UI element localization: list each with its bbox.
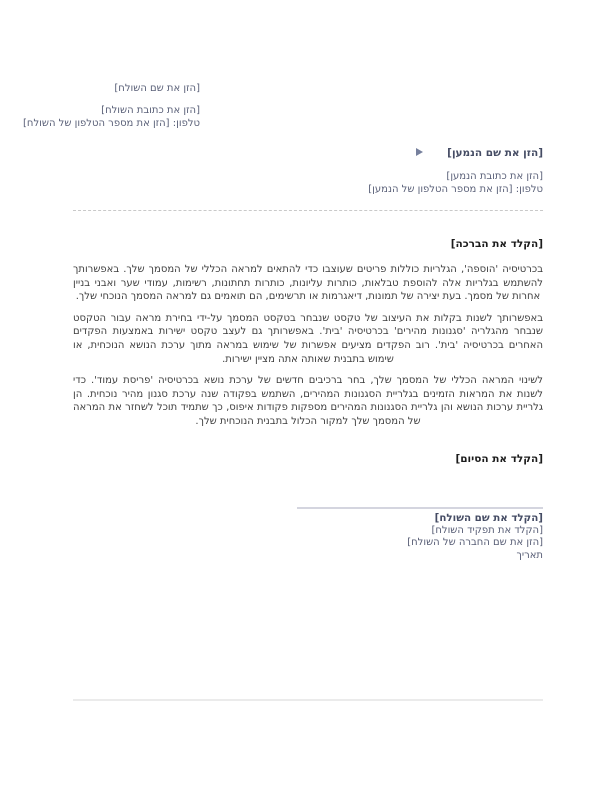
recipient-phone-placeholder[interactable]: טלפון: [הזן את מספר הטלפון של הנמען] [368,184,543,195]
header-separator-rule [73,210,543,211]
recipient-block [368,147,543,196]
closing-placeholder[interactable]: [הקלד את הסיום] [455,453,543,465]
body-paragraph: לשינוי המראה הכללי של המסמך שלך, בחר ברכיבים חדשים של ערכת נושא בכרטיסיה 'פריסת עמוד'. כדי לשנות את המראות הזמינים בגלריית הסגנונות המהירים, השתמש בפקודה שנה ערכת סגנון מהיר נוכחית. הן גלריית ערכות הנושא והן גלריית הסגנונות המהירים מספקות פקודות איפוס, כך שתמיד תוכל לשחזר את המראה של המסמך שלך למקור הכלול בתבנית הנוכחית שלך. [73,375,543,427]
greeting-placeholder[interactable]: [הקלד את הברכה] [450,238,543,250]
signature-company-placeholder[interactable]: [הזן את שם החברה של השולח] [407,537,543,549]
footer-rule [73,699,543,701]
recipient-name-row[interactable] [368,147,543,160]
signature-name-placeholder[interactable]: [הקלד את שם השולח] [434,512,543,524]
recipient-name-placeholder[interactable]: [הזן את שם הנמען] [447,147,543,159]
signature-block [297,507,543,562]
recipient-address-placeholder[interactable]: [הזן את כתובת הנמען] [446,171,543,182]
body-paragraph: באפשרותך לשנות בקלות את העיצוב של טקסט שנבחר בטקסט המסמך על-ידי בחירת מראה עבור הטקסט שנבחר מהגלריה 'סגנונות מהירים' בכרטיסיה 'בית'. באפשרותך גם לעצב טקסט ישירות באמצעות הפקדים האחרים בכרטיסיה 'בית'. רוב הפקדים מציעים אפשרות של שימוש במראה מתוך ערכת הנושא הנוכחית, או שימוש בתבנית שאותה אתה מציין ישירות. [73,312,543,365]
content-control-triangle-right-icon[interactable] [416,148,423,156]
signature-title-placeholder[interactable]: [הקלד את תפקיד השולח] [431,524,543,536]
sender-block [23,82,200,130]
sender-address-placeholder[interactable]: [הזן את כתובת השולח] [101,105,200,116]
signature-date-placeholder[interactable]: תאריך [516,549,543,561]
sender-name-placeholder[interactable]: [הזן את שם השולח] [114,83,200,94]
sender-phone-placeholder[interactable]: טלפון: [הזן את מספר הטלפון של השולח] [23,118,200,129]
letter-body [73,263,543,437]
body-paragraph: בכרטיסיה 'הוספה', הגלריות כוללות פריטים שעוצבו כדי להתאים למראה הכללי של המסמך שלך. באפשרותך להשתמש בגלריות אלה להוספת טבלאות, כותרות עליונות, כותרות תחתונות, רשימות, עמודי שער ואבני בניין אחרות של מסמך. בעת יצירה של תמונות, דיאגרמות או תרשימים, הם תואמים גם למראה המסמך הנוכחי שלך. [73,264,543,303]
